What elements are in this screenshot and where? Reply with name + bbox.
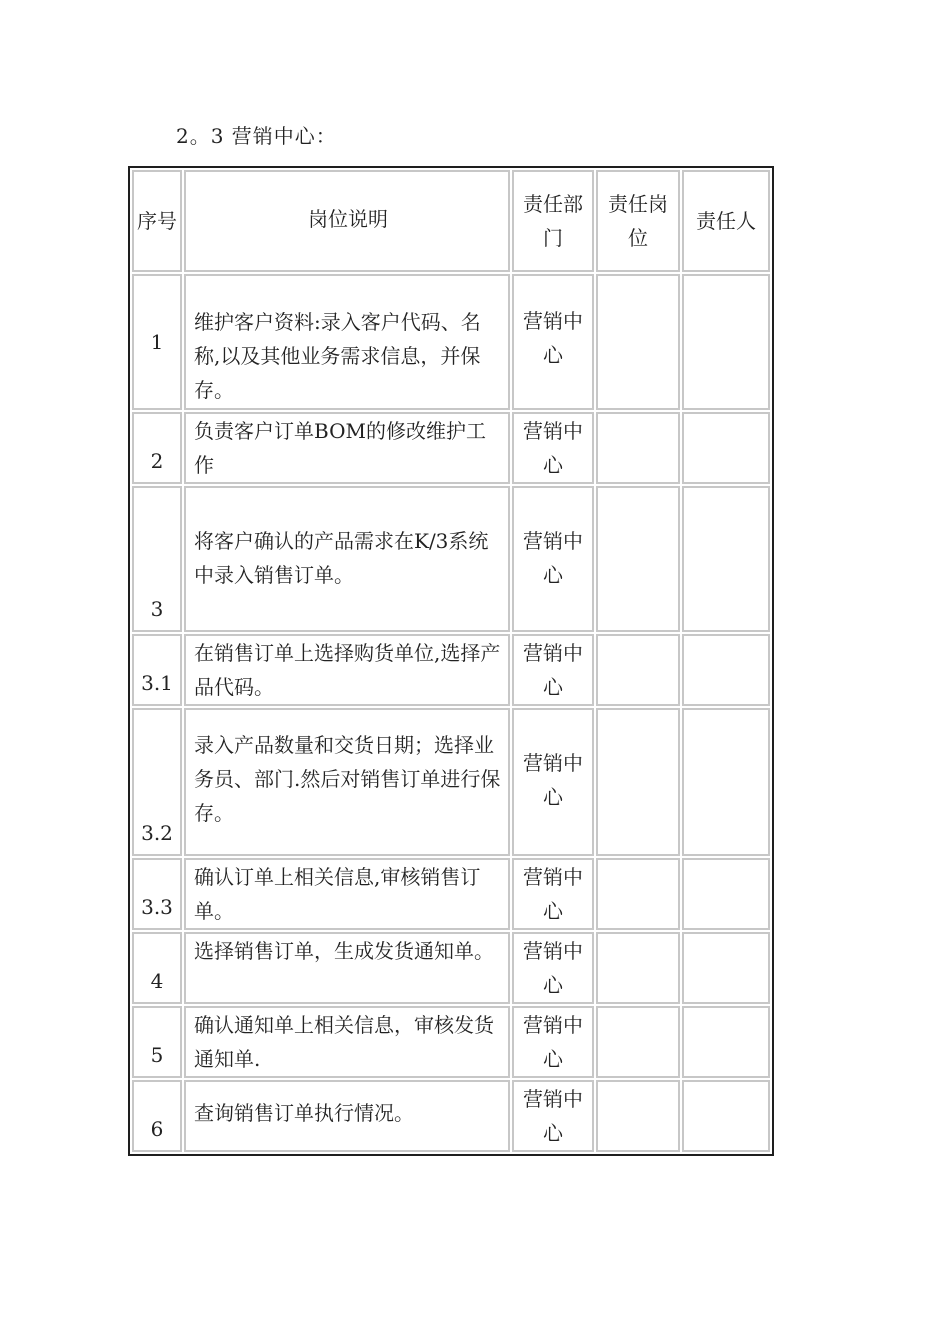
- table-row: [132, 486, 770, 632]
- row-dept: 营销中心: [512, 274, 594, 410]
- row-seq: 4: [132, 932, 182, 1004]
- table-row: [132, 932, 770, 1004]
- row-desc: 在销售订单上选择购货单位,选择产品代码。: [184, 634, 510, 706]
- row-seq: 2: [132, 412, 182, 484]
- row-person: [682, 412, 770, 484]
- row-seq: 3.1: [132, 634, 182, 706]
- row-person: [682, 274, 770, 410]
- row-dept: 营销中心: [512, 858, 594, 930]
- table-row: [132, 634, 770, 706]
- row-person: [682, 634, 770, 706]
- row-post: [596, 1080, 680, 1152]
- header-person: 责任人: [682, 170, 770, 272]
- row-desc: 维护客户资料:录入客户代码、名称,以及其他业务需求信息，并保存。: [184, 274, 510, 410]
- row-dept: 营销中心: [512, 1006, 594, 1078]
- table-header-row: [132, 170, 770, 272]
- table-row: [132, 412, 770, 484]
- row-seq: 3.3: [132, 858, 182, 930]
- row-person: [682, 1006, 770, 1078]
- row-post: [596, 932, 680, 1004]
- row-person: [682, 708, 770, 856]
- table-row: [132, 1080, 770, 1152]
- row-dept: 营销中心: [512, 412, 594, 484]
- row-desc: 录入产品数量和交货日期；选择业务员、部门.然后对销售订单进行保存。: [184, 708, 510, 856]
- row-seq: 5: [132, 1006, 182, 1078]
- table-row: [132, 274, 770, 410]
- header-desc: 岗位说明: [184, 170, 510, 272]
- row-post: [596, 486, 680, 632]
- row-desc: 将客户确认的产品需求在K/3系统中录入销售订单。: [184, 486, 510, 632]
- row-seq: 3: [132, 486, 182, 632]
- row-seq: 1: [132, 274, 182, 410]
- row-post: [596, 634, 680, 706]
- row-dept: 营销中心: [512, 1080, 594, 1152]
- row-person: [682, 1080, 770, 1152]
- row-desc: 选择销售订单，生成发货通知单。: [184, 932, 510, 1004]
- responsibility-table: [128, 166, 774, 1156]
- row-person: [682, 858, 770, 930]
- row-desc: 确认通知单上相关信息，审核发货通知单.: [184, 1006, 510, 1078]
- row-post: [596, 412, 680, 484]
- header-dept: 责任部门: [512, 170, 594, 272]
- row-desc: 查询销售订单执行情况。: [184, 1080, 510, 1152]
- row-seq: 3.2: [132, 708, 182, 856]
- row-person: [682, 932, 770, 1004]
- row-dept: 营销中心: [512, 932, 594, 1004]
- row-post: [596, 1006, 680, 1078]
- row-dept: 营销中心: [512, 708, 594, 856]
- table-row: [132, 1006, 770, 1078]
- row-post: [596, 274, 680, 410]
- row-person: [682, 486, 770, 632]
- row-desc: 确认订单上相关信息,审核销售订单。: [184, 858, 510, 930]
- header-seq: 序号: [132, 170, 182, 272]
- header-post: 责任岗位: [596, 170, 680, 272]
- row-dept: 营销中心: [512, 486, 594, 632]
- row-seq: 6: [132, 1080, 182, 1152]
- table-row: [132, 708, 770, 856]
- row-desc: 负责客户订单BOM的修改维护工作: [184, 412, 510, 484]
- row-post: [596, 708, 680, 856]
- row-dept: 营销中心: [512, 634, 594, 706]
- section-heading: 2。3 营销中心：: [176, 124, 337, 148]
- table-row: [132, 858, 770, 930]
- row-post: [596, 858, 680, 930]
